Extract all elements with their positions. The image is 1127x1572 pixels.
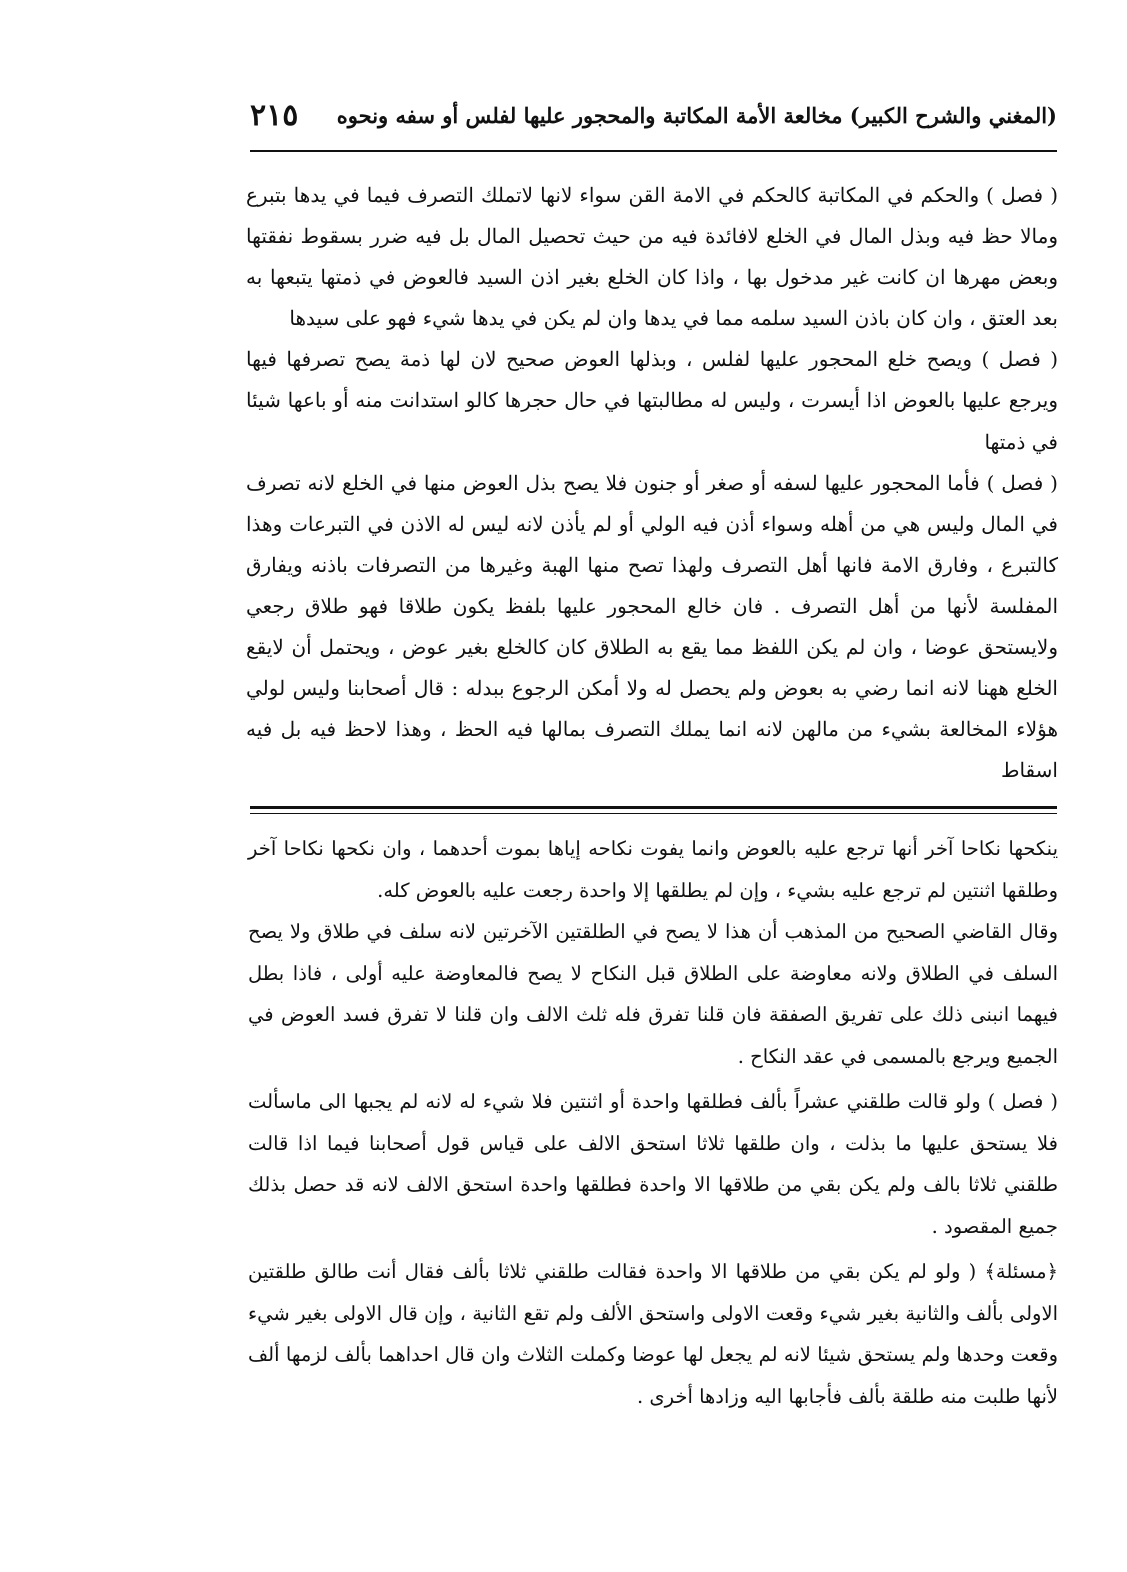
commentary-paragraph: ﴿مسئلة﴾ ( ولو لم يكن بقي من طلاقها الا واحدة فقالت طلقني ثلاثا بألف فقال أنت طالق طلقتين الاولى بألف والثانية بغير شيء وقعت الاولى واستحق الألف ولم تقع الثانية ، وإن قال الاولى بغير شيء وقعت وحدها ولم يستحق شيئا لانه لم يجعل لها عوضا وكملت الثلاث وان قال احداهما بألف لزمها ألف لأنها طلبت منه طلقة بألف فأجابها اليه وزادها أخرى .: [248, 1260, 1058, 1408]
running-header: [250, 92, 1057, 138]
section-divider-thin: [250, 813, 1057, 814]
main-paragraph: ( فصل ) فأما المحجور عليها لسفه أو صغر أو جنون فلا يصح بذل العوض منها في الخلع لانه تصرف في المال وليس هي من أهله وسواء أذن فيه الولي أو لم يأذن لانه ليس له الاذن في التبرعات وهذا كالتبرع ، وفارق الامة فانها أهل التصرف ولهذا تصح منها الهبة وغيرها من التصرفات باذنه ويفارق المفلسة لأنها من أهل التصرف . فان خالع المحجور عليها بلفظ يكون طلاقا فهو طلاق رجعي ولايستحق عوضا ، وان لم يكن اللفظ مما يقع به الطلاق كان كالخلع بغير عوض ، ويحتمل أن لايقع الخلع ههنا لانه انما رضي به بعوض ولم يحصل له ولا أمكن الرجوع ببدله : قال أصحابنا وليس لولي هؤلاء المخالعة بشيء من مالهن لانه انما يملك التصرف بمالها فيه الحظ ، وهذا لاحظ فيه بل فيه اسقاط: [246, 470, 1058, 783]
commentary-paragraph: وقال القاضي الصحيح من المذهب أن هذا لا يصح في الطلقتين الآخرتين لانه سلف في طلاق ولا يصح السلف في الطلاق ولانه معاوضة على الطلاق قبل النكاح لا يصح فالمعاوضة عليه أولى ، فاذا بطل فيهما انبنى ذلك على تفريق الصفقة فان قلنا تفرق فله ثلث الالف وان قلنا لا تفرق فسد العوض في الجميع ويرجع بالمسمى في عقد النكاح .: [248, 920, 1058, 1068]
commentary-text: [248, 828, 1058, 1417]
page-number: ٢١٥: [250, 97, 299, 133]
main-paragraph: ( فصل ) ويصح خلع المحجور عليها لفلس ، وبذلها العوض صحيح لان لها ذمة يصح تصرفها فيها ويرجع عليها بالعوض اذا أيسرت ، وليس له مطالبتها في حال حجرها كالو استدانت منه أو باعها شيئا في ذمتها: [246, 347, 1058, 454]
commentary-paragraph: ينكحها نكاحا آخر أنها ترجع عليه بالعوض وانما يفوت نكاحه إياها بموت أحدهما ، وان نكحها نكاحا آخر وطلقها اثنتين لم ترجع عليه بشيء ، وإن لم يطلقها إلا واحدة رجعت عليه بالعوض كله.: [248, 837, 1058, 902]
main-text: [246, 175, 1058, 791]
header-rule: [250, 150, 1057, 152]
header-title: (المغني والشرح الكبير) مخالعة الأمة المكاتبة والمحجور عليها لفلس أو سفه ونحوه: [336, 102, 1057, 128]
section-divider-thick: [250, 806, 1057, 809]
commentary-paragraph: ( فصل ) ولو قالت طلقني عشراً بألف فطلقها واحدة أو اثنتين فلا شيء له لانه لم يجبها الى ماسألت فلا يستحق عليها ما بذلت ، وان طلقها ثلاثا استحق الالف على قياس قول أصحابنا فيما اذا قالت طلقني ثلاثا بالف ولم يكن بقي من طلاقها الا واحدة فطلقها واحدة استحق الالف لانه قد حصل بذلك جميع المقصود .: [248, 1090, 1058, 1238]
main-paragraph: ( فصل ) والحكم في المكاتبة كالحكم في الامة القن سواء لانها لاتملك التصرف فيما في يدها بتبرع ومالا حظ فيه وبذل المال في الخلع لافائدة فيه من حيث تحصيل المال بل فيه ضرر بسقوط نفقتها وبعض مهرها ان كانت غير مدخول بها ، واذا كان الخلع بغير اذن السيد فالعوض في ذمتها يتبعها به بعد العتق ، وان كان باذن السيد سلمه مما في يدها وان لم يكن في يدها شيء فهو على سيدها: [246, 183, 1058, 331]
